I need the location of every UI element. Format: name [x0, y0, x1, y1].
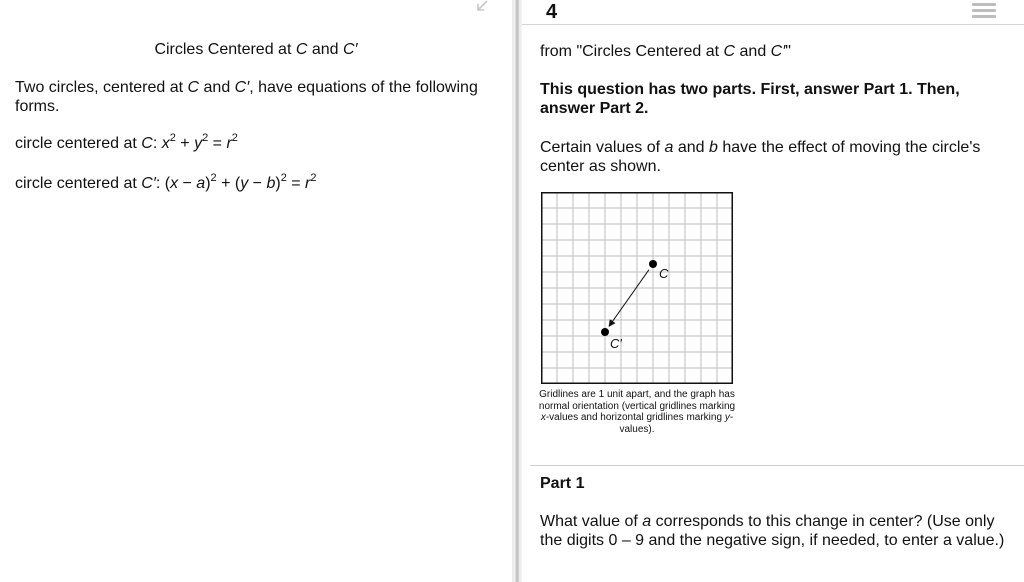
hamburger-menu-icon[interactable] — [972, 3, 996, 20]
part-1-question: What value of a corresponds to this change in center? (Use only the digits 0 – 9 and the negative sign, if needed, to enter a value.) — [540, 513, 1005, 549]
question-header — [522, 0, 1024, 25]
question-pane — [522, 0, 1024, 582]
point-c — [649, 260, 657, 268]
part-1-title: Part 1 — [540, 475, 585, 492]
collapse-arrow-icon[interactable] — [474, 0, 490, 12]
point-c-prime — [601, 328, 609, 336]
equation-circle-c-prime: circle centered at C′: $(x - a)^2 + (y - b)^2 = r^2$ — [15, 172, 317, 192]
question-number: 4 — [546, 1, 558, 23]
section-divider — [530, 465, 1024, 466]
pane-splitter[interactable] — [512, 0, 522, 582]
question-prompt: Certain values of a and b have the effect of moving the circle's center as shown. — [540, 139, 981, 175]
passage-title: Circles Centered at C and C′ — [154, 41, 358, 58]
label-c-prime: C′ — [610, 336, 622, 351]
label-c: C — [659, 266, 669, 281]
grid-lines — [541, 192, 733, 384]
equation-circle-c: circle centered at C: $x^2 + y^2 = r^2$ — [15, 132, 238, 152]
passage-intro: Two circles, centered at C and C′, have equations of the following forms. — [15, 79, 478, 115]
source-reference: from "Circles Centered at C and C′" — [540, 43, 791, 60]
coordinate-grid — [541, 192, 733, 384]
question-instructions: This question has two parts. First, answer Part 1. Then, answer Part 2. — [540, 81, 960, 117]
translation-arrow — [609, 270, 649, 327]
graph-caption: Gridlines are 1 unit apart, and the graph has normal orientation (vertical gridlines marking x-values and horizontal gridlines marking y-values). — [538, 389, 736, 435]
